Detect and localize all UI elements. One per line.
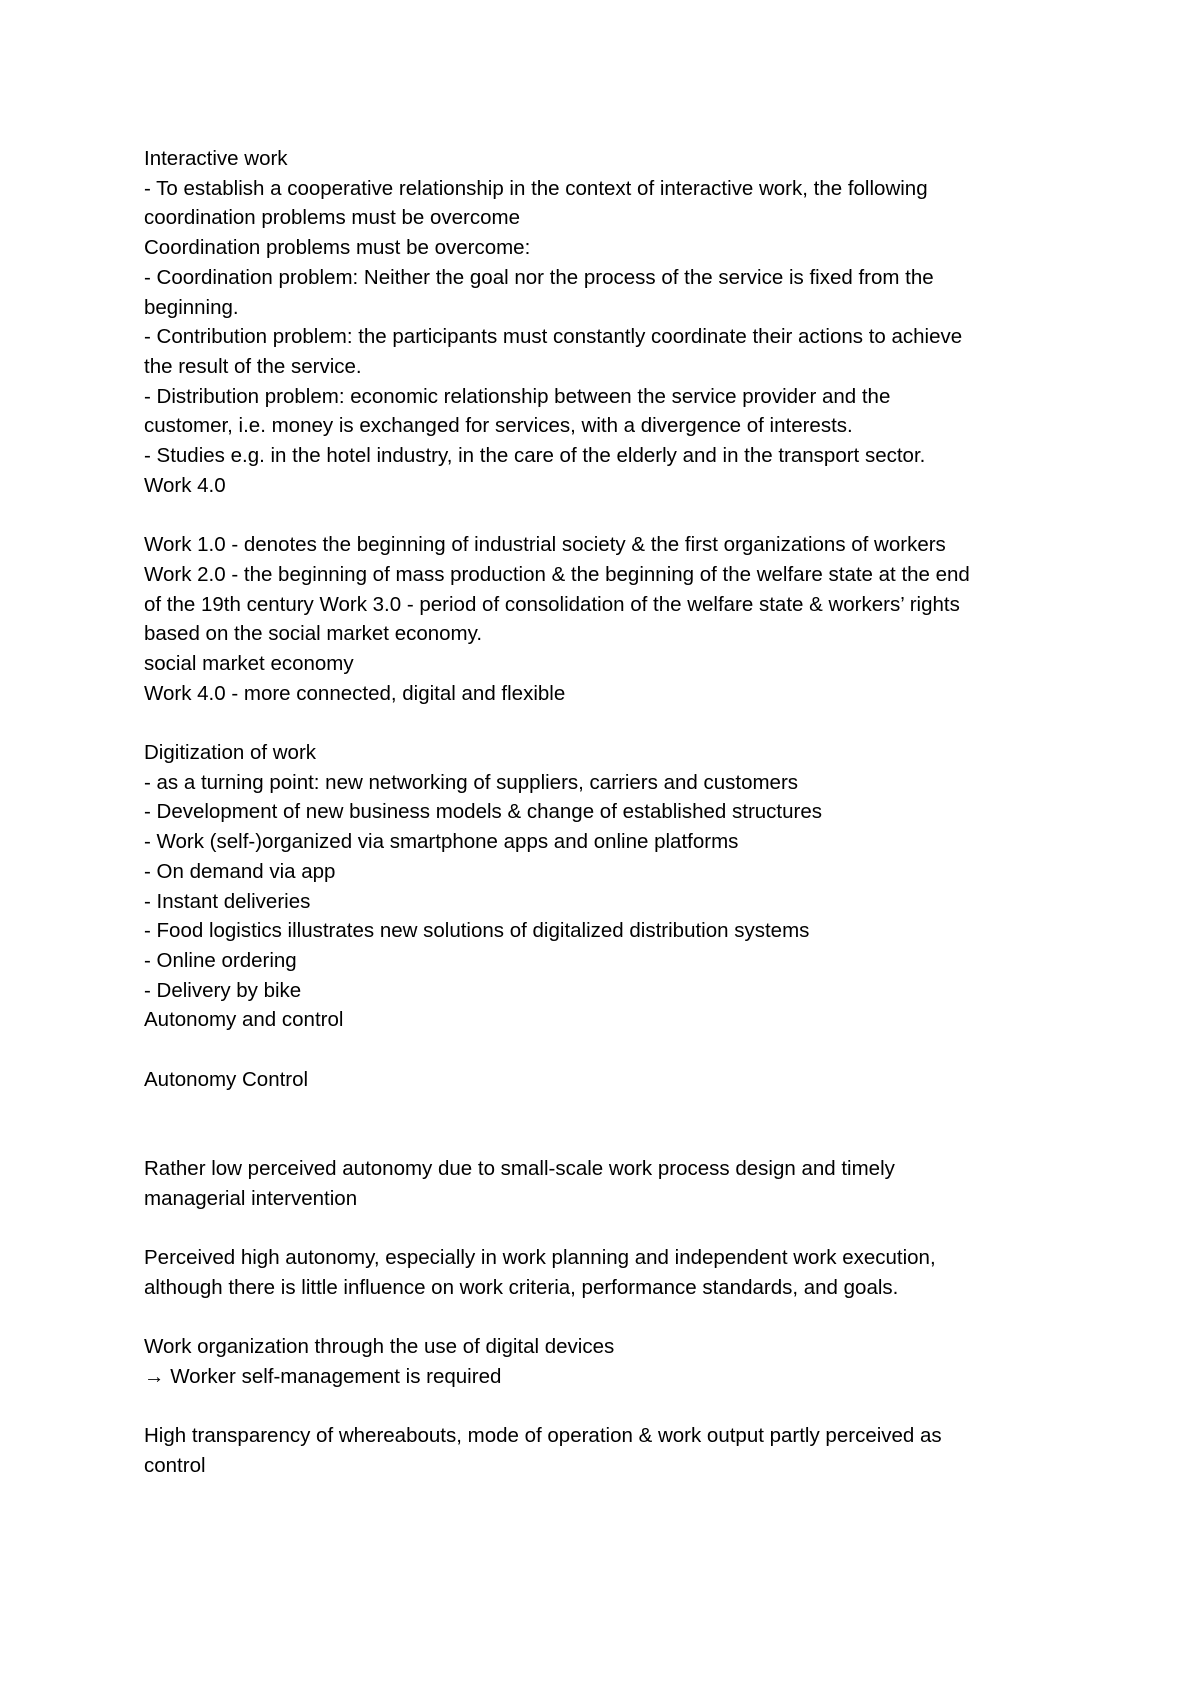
text-line: - Distribution problem: economic relationship between the service provider and the [144, 384, 891, 408]
section-heading-work-4: Work 4.0 [144, 473, 226, 497]
list-item: - Work (self-)organized via smartphone apps and online platforms [144, 830, 739, 854]
text-line: beginning. [144, 295, 239, 319]
text-line: - Contribution problem: the participants must constantly coordinate their actions to achieve [144, 325, 963, 349]
text-line: Autonomy Control [144, 1067, 309, 1091]
blank-line [144, 1302, 1064, 1332]
list-item: - Delivery by bike [144, 978, 302, 1002]
list-item: - Online ordering [144, 948, 297, 972]
blank-line [144, 1213, 1064, 1243]
text-line: although there is little influence on work criteria, performance standards, and goals. [144, 1275, 899, 1299]
blank-line [144, 708, 1064, 738]
text-line: social market economy [144, 651, 354, 675]
text-line: Work organization through the use of digital devices [144, 1335, 615, 1359]
text-line: Rather low perceived autonomy due to small-scale work process design and timely [144, 1156, 895, 1180]
text-line: based on the social market economy. [144, 622, 483, 646]
text-line: Perceived high autonomy, especially in work planning and independent work execution, [144, 1245, 936, 1269]
list-item: - Food logistics illustrates new solutions of digitalized distribution systems [144, 919, 810, 943]
text-line: coordination problems must be overcome [144, 206, 521, 230]
blank-line [144, 1094, 1064, 1153]
list-item: - Instant deliveries [144, 889, 311, 913]
blank-line [144, 1391, 1064, 1421]
text-line: Work 2.0 - the beginning of mass production & the beginning of the welfare state at the end [144, 562, 970, 586]
section-heading-autonomy: Autonomy and control [144, 1008, 344, 1032]
text-line: Work 4.0 - more connected, digital and flexible [144, 681, 566, 705]
document-page [144, 144, 1064, 1481]
list-item: - as a turning point: new networking of suppliers, carriers and customers [144, 770, 799, 794]
blank-line [144, 1035, 1064, 1065]
text-line: Work 1.0 - denotes the beginning of industrial society & the first organizations of workers [144, 533, 946, 557]
list-item: - On demand via app [144, 859, 336, 883]
section-heading-digitization: Digitization of work [144, 741, 317, 765]
text-line: control [144, 1453, 206, 1477]
text-line: - Coordination problem: Neither the goal nor the process of the service is fixed from the [144, 265, 934, 289]
text-line: - Studies e.g. in the hotel industry, in the care of the elderly and in the transport sector. [144, 444, 926, 468]
text-line: - To establish a cooperative relationship in the context of interactive work, the following [144, 176, 928, 200]
list-item: - Development of new business models & change of established structures [144, 800, 823, 824]
section-heading-interactive-work: Interactive work [144, 147, 288, 170]
text-line: High transparency of whereabouts, mode of operation & work output partly perceived as [144, 1424, 942, 1448]
text-line: managerial intervention [144, 1186, 358, 1210]
text-line: of the 19th century Work 3.0 - period of consolidation of the welfare state & workers’ rights [144, 592, 960, 616]
text-line: the result of the service. [144, 354, 362, 378]
text-line: customer, i.e. money is exchanged for services, with a divergence of interests. [144, 414, 853, 438]
text-line: Coordination problems must be overcome: [144, 236, 531, 260]
text-line: → Worker self-management is required [144, 1364, 502, 1388]
blank-line [144, 500, 1064, 530]
